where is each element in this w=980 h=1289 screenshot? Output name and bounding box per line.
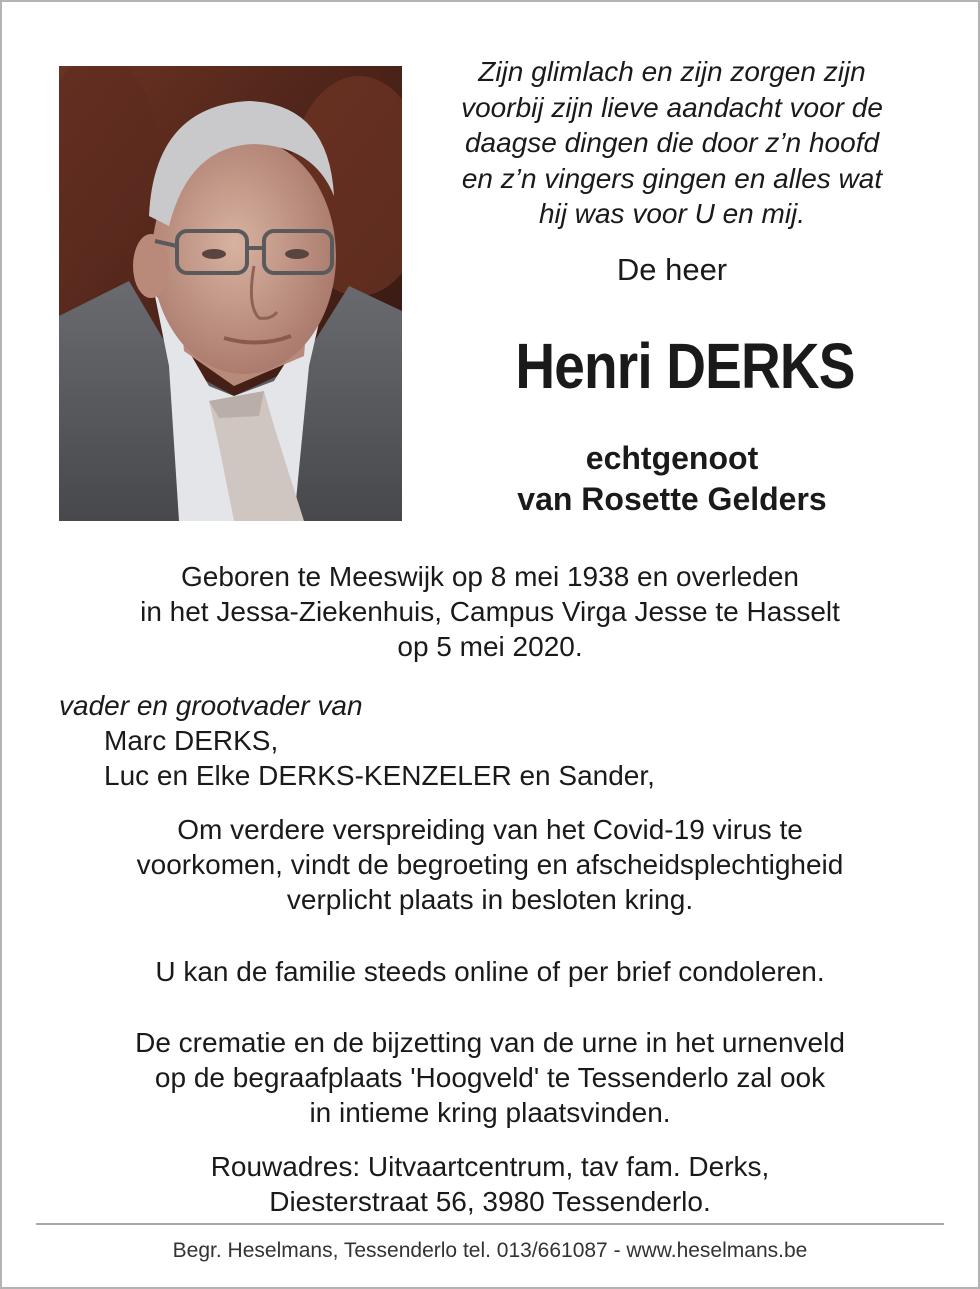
- spouse-name: van Rosette Gelders: [517, 481, 827, 517]
- cremation-info: [2, 1025, 978, 1130]
- child-entry: Luc en Elke DERKS-KENZELER en Sander,: [104, 760, 655, 791]
- address-line: Rouwadres: Uitvaartcentrum, tav fam. Derks,: [210, 1151, 770, 1182]
- deceased-name: Henri DERKS: [515, 330, 855, 402]
- birth-death-line: op 5 mei 2020.: [397, 631, 583, 662]
- cremation-line: De crematie en de bijzetting van de urne in het urnenveld: [135, 1027, 845, 1058]
- birth-death-line: Geboren te Meeswijk op 8 mei 1938 en overleden: [181, 561, 799, 592]
- children-list: [104, 723, 655, 793]
- spouse-relation: echtgenoot: [585, 440, 759, 476]
- poem-line: Zijn glimlach en zijn zorgen zijn: [478, 56, 866, 87]
- covid-line: Om verdere verspreiding van het Covid-19 virus te: [177, 814, 803, 845]
- salutation: De heer: [616, 252, 728, 287]
- child-entry: Marc DERKS,: [104, 725, 279, 756]
- birth-death-info: [2, 559, 978, 664]
- poem-line: en z’n vingers gingen en alles wat: [461, 162, 883, 194]
- children-intro: vader en grootvader van: [59, 690, 363, 721]
- mourning-address: [2, 1149, 978, 1219]
- cremation-line: in intieme kring plaatsvinden.: [309, 1097, 671, 1128]
- footer-divider: [36, 1223, 944, 1225]
- covid-line: verplicht plaats in besloten kring.: [286, 884, 694, 915]
- poem-line: hij was voor U en mij.: [538, 198, 806, 229]
- covid-notice: [2, 812, 978, 917]
- birth-death-line: in het Jessa-Ziekenhuis, Campus Virga Jesse te Hasselt: [140, 596, 840, 627]
- covid-line: voorkomen, vindt de begroeting en afscheidsplechtigheid: [136, 849, 844, 880]
- address-line: Diesterstraat 56, 3980 Tessenderlo.: [269, 1186, 711, 1217]
- portrait-image: [59, 66, 402, 521]
- poem-line: daagse dingen die door z’n hoofd: [464, 127, 880, 158]
- spouse-block: [422, 438, 922, 520]
- funeral-home-footer: Begr. Heselmans, Tessenderlo tel. 013/661087 - www.heselmans.be: [172, 1239, 808, 1262]
- poem: [422, 54, 922, 232]
- poem-line: voorbij zijn lieve aandacht voor de: [461, 91, 883, 123]
- condolence-note: U kan de familie steeds online of per brief condoleren.: [155, 956, 825, 987]
- portrait-photo: [59, 66, 402, 521]
- cremation-line: op de begraafplaats 'Hoogveld' te Tessenderlo zal ook: [154, 1062, 826, 1093]
